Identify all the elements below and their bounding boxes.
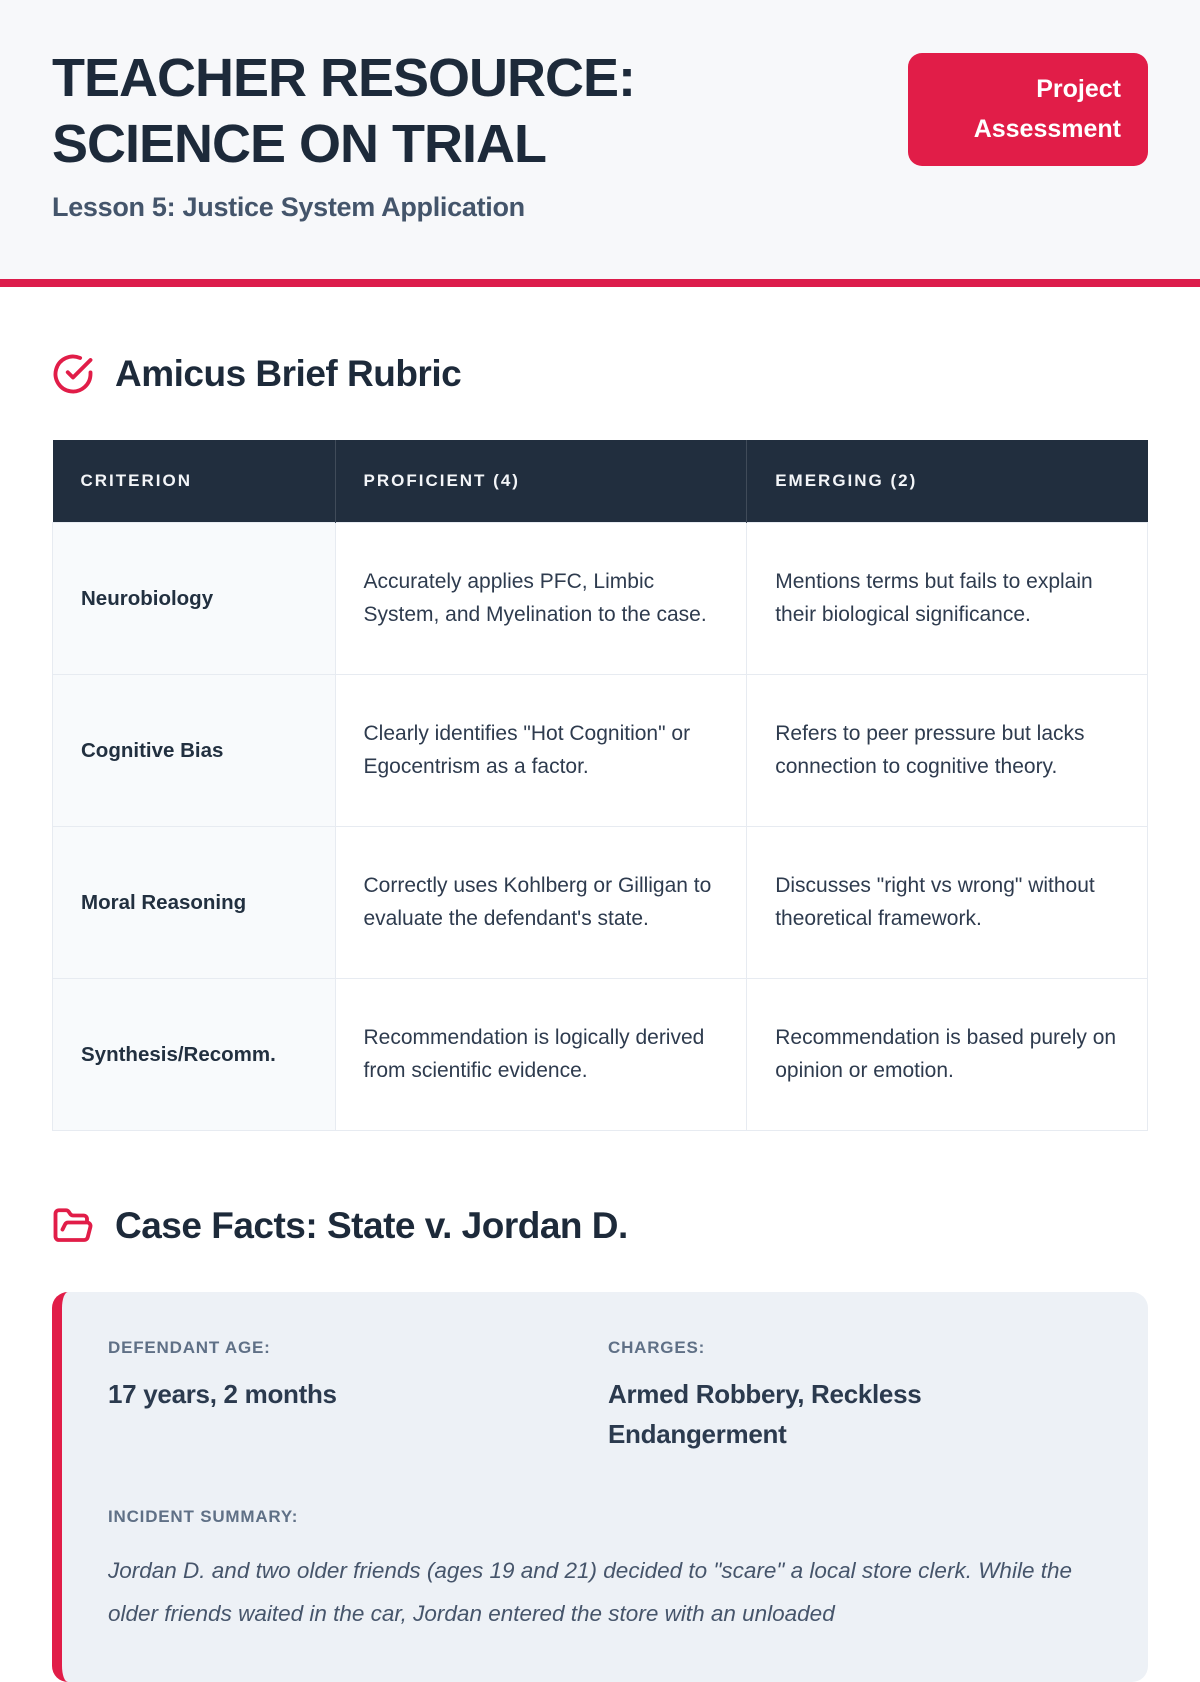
accent-divider xyxy=(0,279,1200,287)
page-title: TEACHER RESOURCE: SCIENCE ON TRIAL xyxy=(52,48,636,174)
emerging-cell: Refers to peer pressure but lacks connection to cognitive theory. xyxy=(747,675,1148,827)
column-header-proficient: PROFICIENT (4) xyxy=(335,440,747,523)
proficient-cell: Correctly uses Kohlberg or Gilligan to evaluate the defendant's state. xyxy=(335,827,747,979)
page-subtitle: Lesson 5: Justice System Application xyxy=(52,191,525,222)
document-body xyxy=(0,353,1200,1682)
defendant-age-value: 17 years, 2 months xyxy=(108,1379,337,1409)
incident-summary-label: INCIDENT SUMMARY: xyxy=(108,1506,299,1526)
table-header-row xyxy=(53,440,1148,523)
charges-value: Armed Robbery, Reckless Endangerment xyxy=(608,1379,922,1450)
defendant-age-block xyxy=(108,1338,608,1455)
defendant-age-label: DEFENDANT AGE: xyxy=(108,1338,271,1357)
case-facts-grid xyxy=(108,1338,1102,1455)
case-facts-card xyxy=(52,1292,1148,1682)
table-row xyxy=(53,675,1148,827)
emerging-cell: Recommendation is based purely on opinion or emotion. xyxy=(747,979,1148,1131)
criterion-cell: Synthesis/Recomm. xyxy=(53,979,336,1131)
column-header-criterion: CRITERION xyxy=(53,440,336,523)
folder-open-icon xyxy=(52,1205,94,1247)
table-row xyxy=(53,827,1148,979)
criterion-cell: Cognitive Bias xyxy=(53,675,336,827)
column-header-emerging: EMERGING (2) xyxy=(747,440,1148,523)
emerging-cell: Mentions terms but fails to explain their biological significance. xyxy=(747,523,1148,675)
case-facts-heading: Case Facts: State v. Jordan D. xyxy=(115,1205,628,1246)
proficient-cell: Accurately applies PFC, Limbic System, and Myelination to the case. xyxy=(335,523,747,675)
charges-label: CHARGES: xyxy=(608,1338,706,1357)
proficient-cell: Recommendation is logically derived from scientific evidence. xyxy=(335,979,747,1131)
check-circle-icon xyxy=(52,353,94,395)
table-row xyxy=(53,523,1148,675)
project-assessment-badge: Project Assessment xyxy=(908,53,1148,166)
case-facts-section-heading xyxy=(52,1205,1148,1247)
document-header xyxy=(0,0,1200,279)
incident-summary-text: Jordan D. and two older friends (ages 19 and 21) decided to "scare" a local store clerk. While the older friends waited in the car, Jordan entered the store with an unloaded xyxy=(108,1557,1072,1627)
rubric-table xyxy=(52,440,1148,1131)
proficient-cell: Clearly identifies "Hot Cognition" or Egocentrism as a factor. xyxy=(335,675,747,827)
criterion-cell: Moral Reasoning xyxy=(53,827,336,979)
charges-block xyxy=(608,1338,1102,1455)
rubric-section-heading xyxy=(52,353,1148,395)
emerging-cell: Discusses "right vs wrong" without theoretical framework. xyxy=(747,827,1148,979)
criterion-cell: Neurobiology xyxy=(53,523,336,675)
rubric-heading: Amicus Brief Rubric xyxy=(115,353,462,394)
table-row xyxy=(53,979,1148,1131)
